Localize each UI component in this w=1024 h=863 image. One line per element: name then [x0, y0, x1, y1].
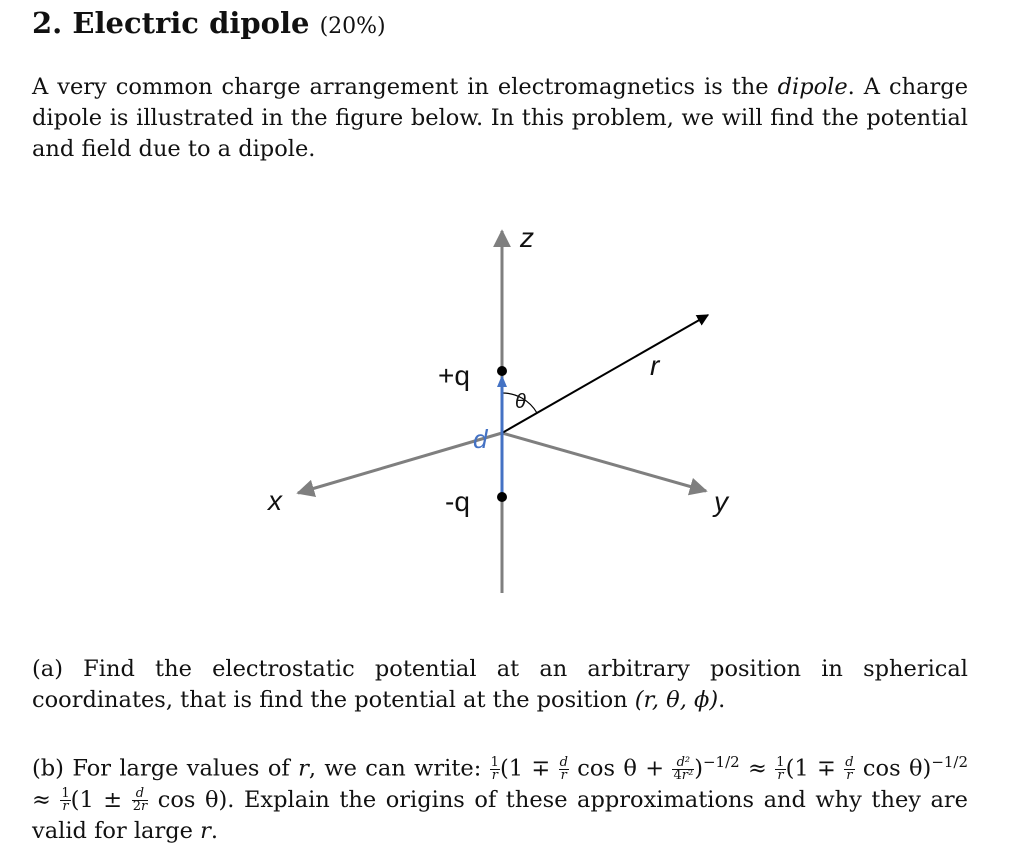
intro-paragraph	[32, 72, 968, 165]
expr1-close: )	[694, 755, 703, 782]
expr3-cos: cos θ)	[148, 786, 228, 813]
fraction-d-over-2r: $\frac{d}{2r}$	[132, 786, 148, 814]
part-b-end: .	[210, 817, 219, 844]
expr2-exponent: −1/2	[931, 753, 969, 771]
part-a-end: .	[718, 687, 726, 713]
part-a-paragraph	[32, 654, 968, 716]
r-vector-line	[502, 315, 708, 433]
fraction-one-over-r-3: $\frac{1}{r}$	[61, 786, 70, 814]
y-axis-line	[502, 433, 706, 491]
approx-sign-2: ≈	[32, 786, 61, 813]
intro-text-1: A very common charge arrangement in electromagnetics is the	[32, 74, 778, 100]
expr1-cos: cos θ +	[568, 755, 673, 782]
expr2-open: (1 ∓	[785, 755, 845, 782]
dipole-diagram	[240, 215, 760, 605]
fraction-one-over-r: $\frac{1}{r}$	[490, 755, 499, 783]
part-a-position: (r, θ, ϕ)	[634, 687, 719, 713]
positive-charge-dot	[497, 366, 507, 376]
theta-label: θ	[515, 391, 526, 413]
negative-charge-dot	[497, 492, 507, 502]
fraction-d2-over-4r2: $\frac{\text{d²}}{\text{4r²}}$	[673, 755, 694, 783]
part-b-lead: (b) For large values of	[32, 755, 299, 782]
part-b-tail: . Explain the origins of these approximations and why they are valid for large	[32, 786, 968, 844]
negative-charge-label: -q	[445, 486, 470, 517]
fraction-d-over-r: $\frac{d}{r}$	[559, 755, 568, 783]
expr2-cos: cos θ)	[854, 755, 932, 782]
expr1-open: (1 ∓	[499, 755, 559, 782]
fraction-d-over-r-2: $\frac{d}{r}$	[845, 755, 854, 783]
section-number: 2.	[32, 6, 63, 40]
expr3-open: (1 ±	[70, 786, 132, 813]
part-b-tail-var: r	[200, 817, 211, 844]
separation-label: d	[473, 424, 488, 454]
x-axis-label: x	[268, 485, 282, 516]
z-axis-label: z	[520, 222, 534, 253]
section-title: Electric dipole	[72, 6, 310, 40]
x-axis-line	[298, 433, 502, 493]
dipole-arrowhead	[497, 375, 507, 387]
r-vector-label: r	[650, 350, 660, 381]
intro-text-2: . A charge dipole is illustrated in the figure below. In this problem, we will find the potential and field due to a dipole.	[32, 74, 969, 162]
approx-sign-1: ≈	[739, 755, 776, 782]
part-b-paragraph	[32, 747, 968, 847]
fraction-one-over-r-2: $\frac{1}{r}$	[776, 755, 785, 783]
section-heading	[32, 6, 386, 40]
y-axis-label: y	[714, 486, 728, 517]
dipole-figure	[240, 215, 760, 605]
part-b-mid: , we can write:	[308, 755, 490, 782]
part-b-var-r: r	[298, 755, 309, 782]
part-a-text: (a) Find the electrostatic potential at an arbitrary position in spherical coordinates, that is find the potential at the position	[32, 656, 968, 713]
positive-charge-label: +q	[438, 360, 470, 391]
intro-emphasis: dipole	[777, 74, 848, 100]
section-weight: (20%)	[319, 14, 386, 39]
expr1-exponent: −1/2	[702, 753, 740, 771]
